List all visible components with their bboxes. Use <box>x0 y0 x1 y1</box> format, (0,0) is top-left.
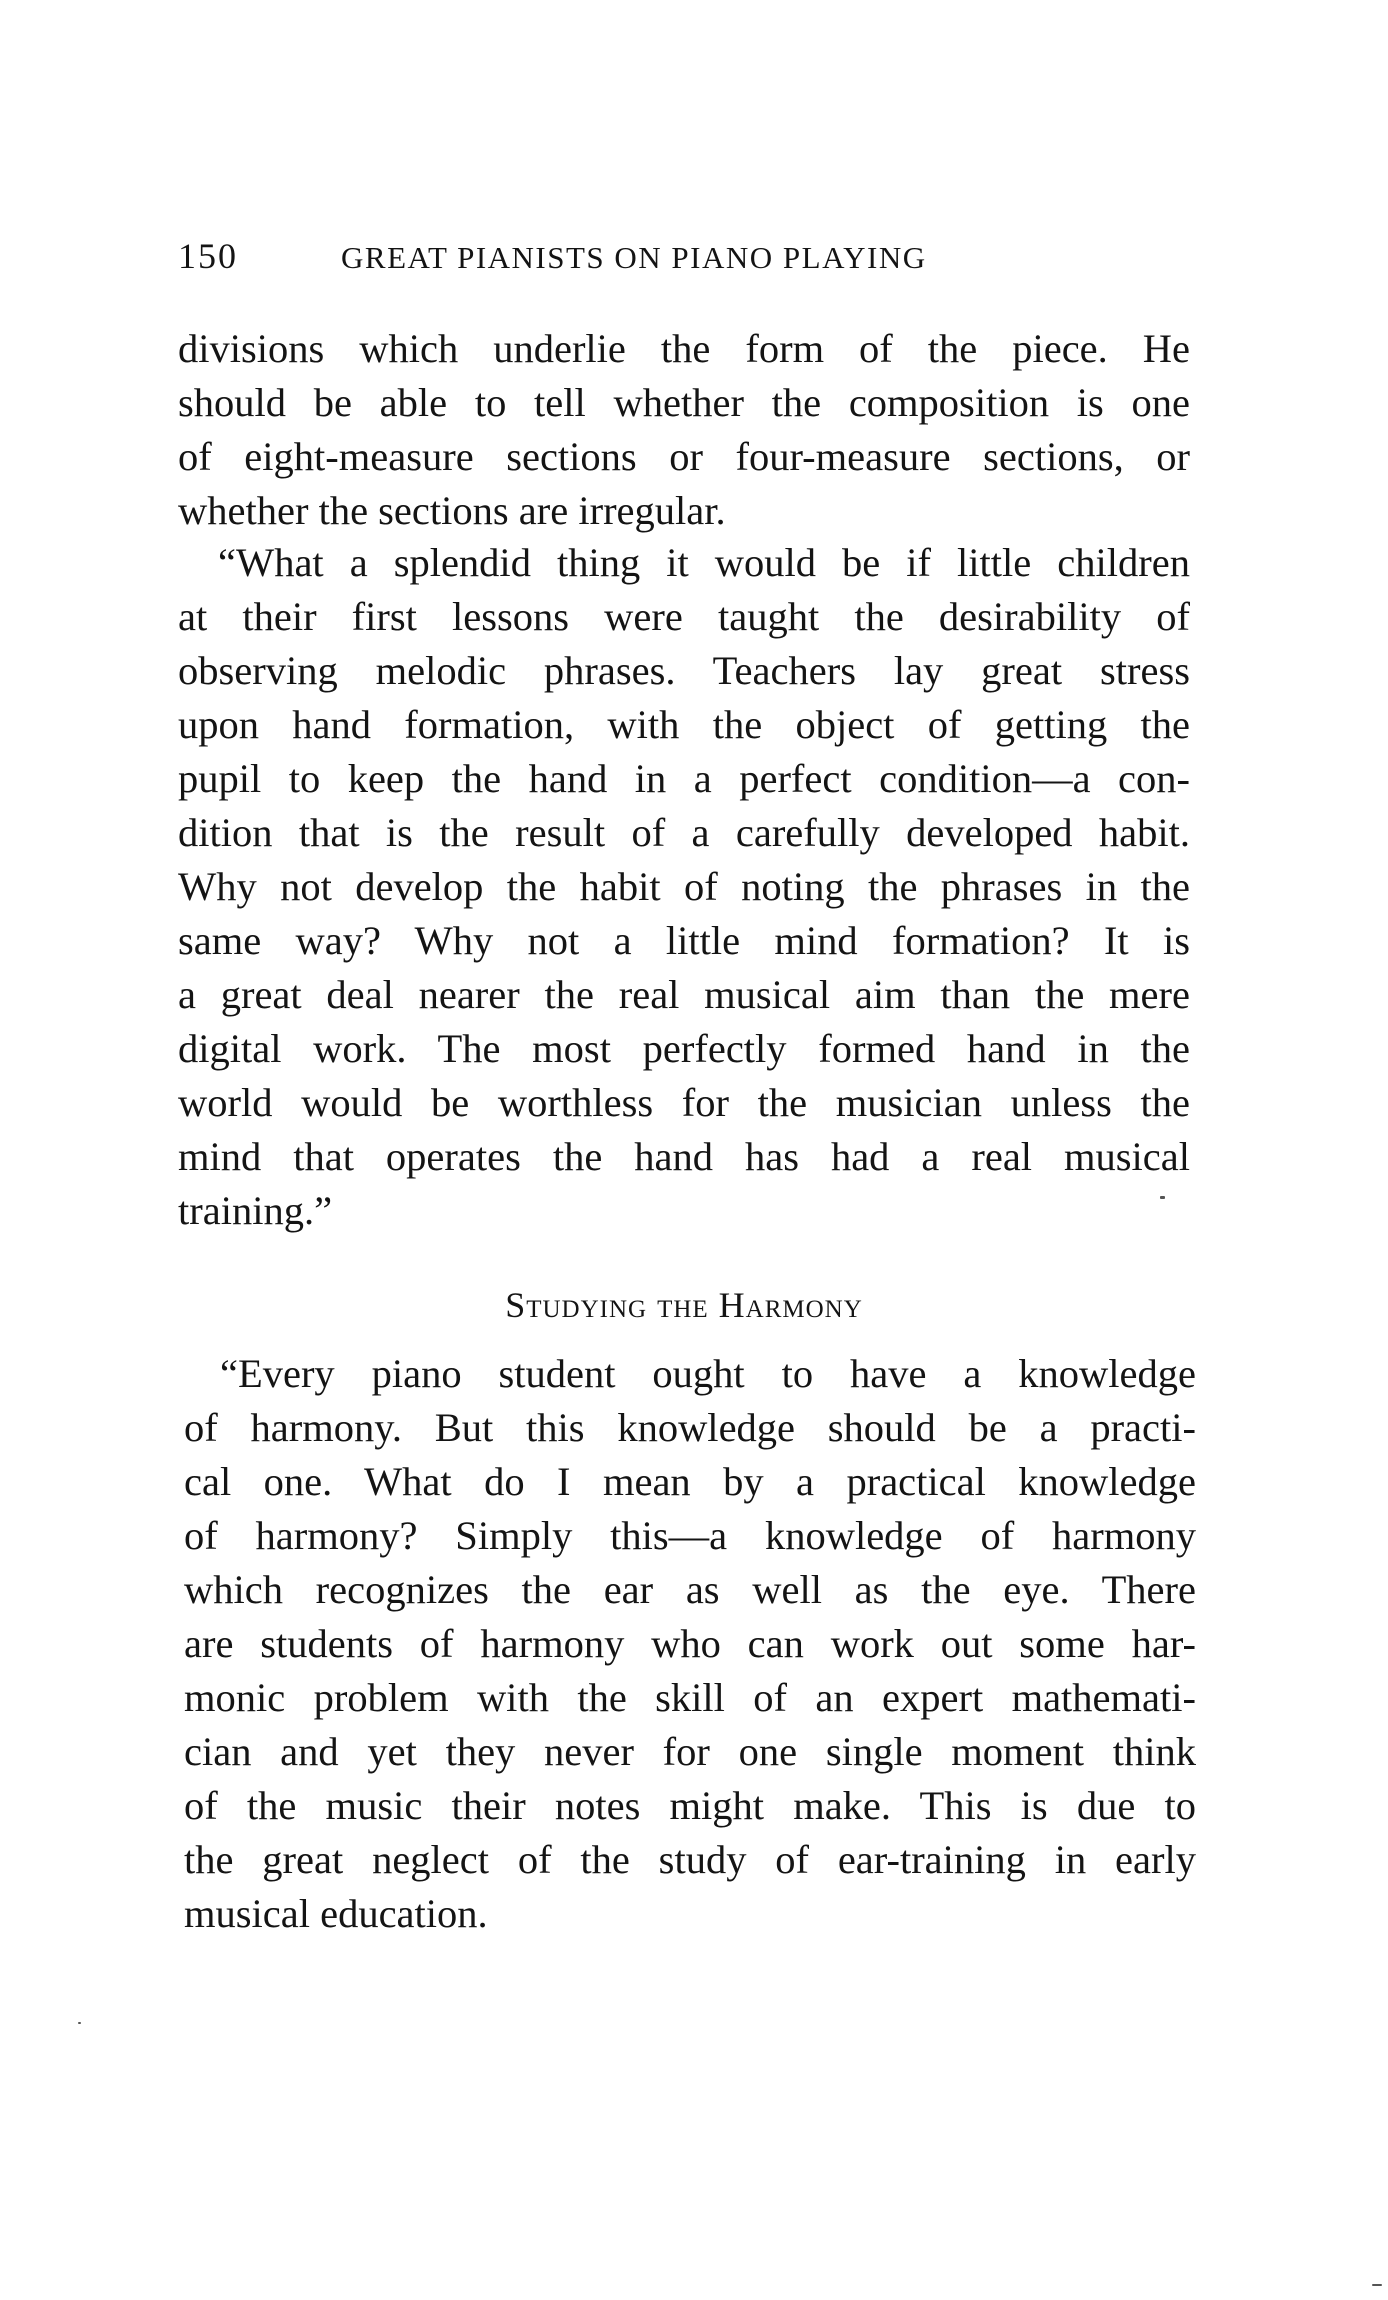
text-line: which recognizes the ear as well as the eye. There <box>184 1567 1196 1612</box>
text-line: should be able to tell whether the composition is one <box>178 380 1190 425</box>
text-line: of harmony? Simply this—a knowledge of harmony <box>184 1513 1196 1558</box>
text-line: a great deal nearer the real musical aim than the mere <box>178 972 1190 1017</box>
text-line: whether the sections are irregular. <box>178 488 726 533</box>
text-line: cal one. What do I mean by a practical knowledge <box>184 1459 1196 1504</box>
paragraph-continued <box>178 322 1190 538</box>
scan-speck <box>1160 1196 1165 1199</box>
text-line: Why not develop the habit of noting the phrases in the <box>178 864 1190 909</box>
text-line: digital work. The most perfectly formed hand in the <box>178 1026 1190 1071</box>
text-line: are students of harmony who can work out some har- <box>184 1621 1196 1666</box>
running-header <box>178 236 1208 276</box>
text-line: of eight-measure sections or four-measure sections, or <box>178 434 1190 479</box>
text-line: pupil to keep the hand in a perfect condition—a con- <box>178 756 1190 801</box>
text-line: musical education. <box>184 1891 488 1936</box>
text-line: divisions which underlie the form of the piece. He <box>178 326 1190 371</box>
text-line: dition that is the result of a carefully developed habit. <box>178 810 1190 855</box>
text-line: mind that operates the hand has had a real musical <box>178 1134 1190 1179</box>
text-line: upon hand formation, with the object of getting the <box>178 702 1190 747</box>
running-title: GREAT PIANISTS ON PIANO PLAYING <box>341 240 927 275</box>
page-number: 150 <box>178 236 238 276</box>
text-line: “Every piano student ought to have a knowledge <box>220 1351 1196 1396</box>
text-line: at their first lessons were taught the desirability of <box>178 594 1190 639</box>
text-line: training.” <box>178 1188 333 1233</box>
text-line: the great neglect of the study of ear-training in early <box>184 1837 1196 1882</box>
text-line: monic problem with the skill of an expert mathemati- <box>184 1675 1196 1720</box>
scan-speck <box>78 2022 81 2024</box>
section-heading: Studying the Harmony <box>505 1285 863 1325</box>
section-paragraph <box>184 1347 1196 1941</box>
text-line: observing melodic phrases. Teachers lay great stress <box>178 648 1190 693</box>
text-line: same way? Why not a little mind formation? It is <box>178 918 1190 963</box>
text-line: cian and yet they never for one single moment think <box>184 1729 1196 1774</box>
text-line: of harmony. But this knowledge should be a practi- <box>184 1405 1196 1450</box>
scan-speck <box>1372 2284 1382 2286</box>
text-line: world would be worthless for the musician unless the <box>178 1080 1190 1125</box>
text-line: “What a splendid thing it would be if little children <box>218 540 1190 585</box>
text-line: of the music their notes might make. This is due to <box>184 1783 1196 1828</box>
paragraph-quote <box>178 536 1190 1238</box>
